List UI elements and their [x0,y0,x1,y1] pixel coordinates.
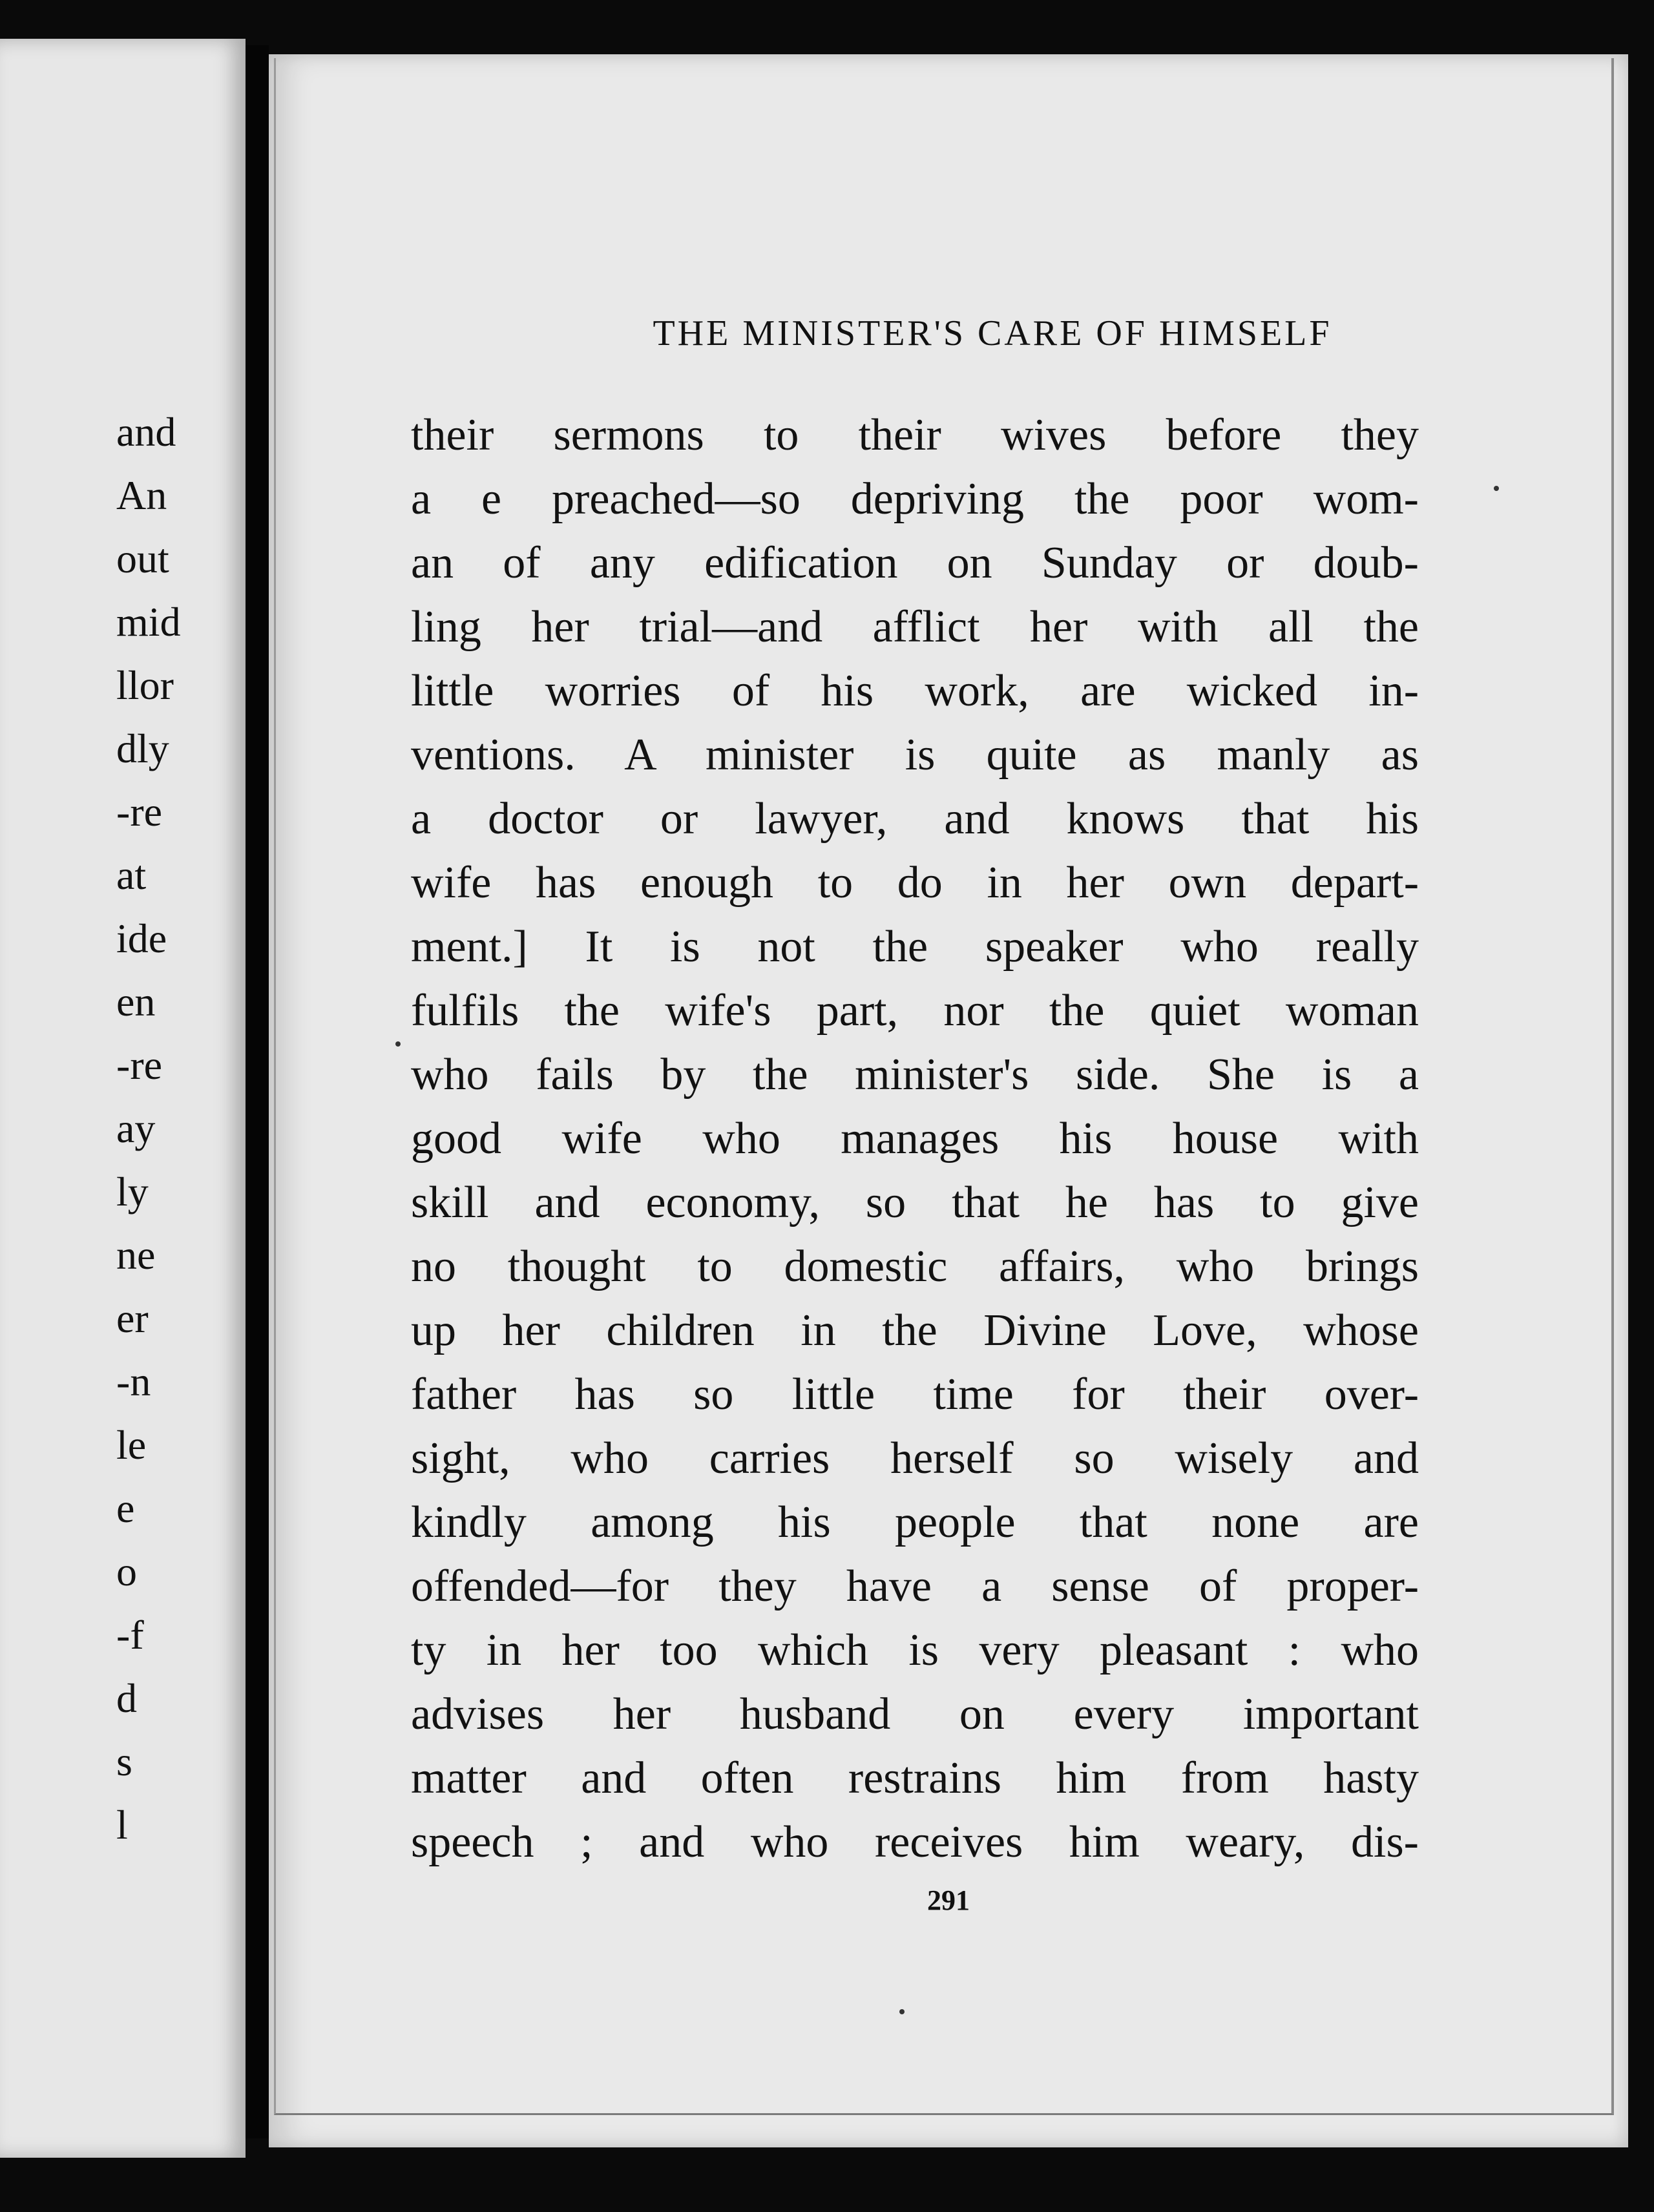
body-text [411,403,1419,1874]
text-line: ling her trial—and afflict her with all the [411,602,1419,652]
text-line: up her children in the Divine Love, whose [411,1306,1419,1355]
text-line: speech ; and who receives him weary, dis- [411,1817,1419,1867]
left-fragment: e [116,1485,135,1531]
left-fragment: f- [116,1612,144,1658]
left-fragment: d [116,1675,137,1721]
text-line: a doctor or lawyer, and knows that his [411,794,1419,844]
left-fragment: le [116,1422,147,1468]
left-fragment: ly [116,1169,149,1215]
left-fragment: and [116,409,176,455]
scan-speck [395,1041,401,1047]
left-fragment: re- [116,789,163,835]
left-page [0,39,246,2158]
text-line: skill and economy, so that he has to give [411,1178,1419,1227]
left-fragment: at [116,852,147,898]
left-fragment: s [116,1738,132,1784]
right-page [269,54,1628,2147]
left-fragment: re- [116,1042,163,1088]
text-line: matter and often restrains him from hasty [411,1753,1419,1803]
text-line: kindly among his people that none are [411,1497,1419,1547]
text-line: advises her husband on every important [411,1689,1419,1739]
left-page-text [116,401,246,1857]
text-line: their sermons to their wives before they [411,410,1419,460]
text-line: father has so little time for their over- [411,1370,1419,1419]
text-line: fulfils the wife's part, nor the quiet woman [411,986,1419,1036]
text-line: a e preached—so depriving the poor wom- [411,474,1419,524]
left-fragment: out [116,536,169,581]
scan-speck [1494,486,1499,491]
text-line: no thought to domestic affairs, who brings [411,1242,1419,1291]
left-fragment: ne [116,1232,156,1278]
left-fragment: o [116,1549,137,1594]
running-head: THE MINISTER'S CARE OF HIMSELF [653,313,1332,353]
text-line: who fails by the minister's side. She is a [411,1050,1419,1100]
page-number: 291 [927,1884,970,1916]
text-line: good wife who manages his house with [411,1114,1419,1163]
text-line: an of any edification on Sunday or doub- [411,538,1419,588]
left-fragment: ide [116,915,167,961]
left-fragment: ay [116,1105,156,1151]
text-line: sight, who carries herself so wisely and [411,1434,1419,1483]
text-line: ty in her too which is very pleasant : who [411,1625,1419,1675]
text-line: ment.] It is not the speaker who really [411,922,1419,972]
left-fragment: en [116,979,156,1025]
text-line: little worries of his work, are wicked in- [411,666,1419,716]
left-fragment: An [116,472,167,518]
left-fragment: n- [116,1359,151,1404]
left-fragment: mid [116,599,181,645]
scan-speck [899,2009,905,2014]
left-fragment: l [116,1802,128,1848]
text-line: wife has enough to do in her own depart- [411,858,1419,908]
text-line: offended—for they have a sense of proper- [411,1561,1419,1611]
left-fragment: er [116,1295,149,1341]
book-gutter [246,45,269,2138]
left-fragment: llor [116,662,174,708]
text-line: ventions. A minister is quite as manly as [411,730,1419,780]
left-fragment: dly [116,725,169,771]
